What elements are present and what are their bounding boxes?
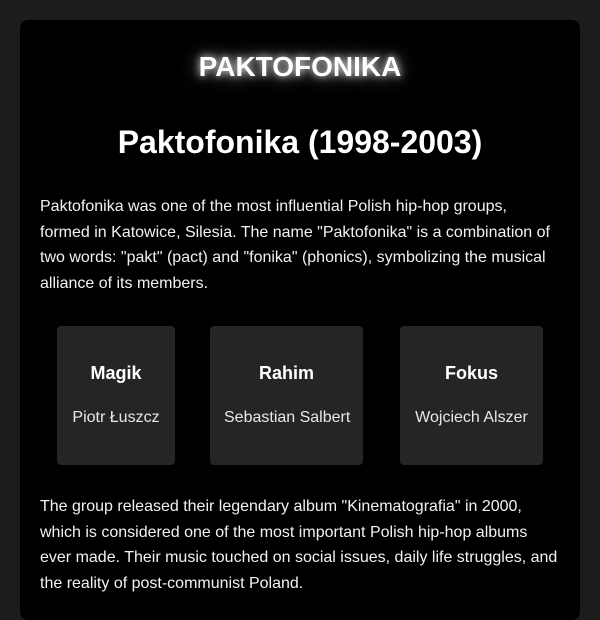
member-card-magik bbox=[57, 326, 175, 465]
page-title: Paktofonika (1998-2003) bbox=[117, 124, 483, 160]
member-real-name: Wojciech Alszer bbox=[415, 409, 528, 426]
member-alias: Fokus bbox=[444, 363, 498, 383]
outro-paragraph: The group released their legendary album "Kinematografia" in 2000, which is considered one of the most important Polish hip-hop albums ever made. Their music touched on social issues, daily life struggles, and the reality of post-communist Poland. bbox=[40, 498, 558, 592]
member-alias: Magik bbox=[90, 363, 142, 383]
member-card-rahim bbox=[210, 326, 363, 465]
member-real-name: Sebastian Salbert bbox=[224, 409, 351, 426]
member-real-name: Piotr Łuszcz bbox=[72, 409, 160, 426]
member-card-fokus bbox=[400, 326, 543, 465]
content-card bbox=[20, 20, 580, 620]
intro-paragraph: Paktofonika was one of the most influential Polish hip-hop groups, formed in Katowice, Silesia. The name "Paktofonika" is a combination of two words: "pakt" (pact) and "fonika" (phonics), symbolizing the musical alliance of its members. bbox=[40, 198, 550, 292]
members-list bbox=[40, 326, 560, 466]
member-alias: Rahim bbox=[258, 363, 314, 383]
site-logo[interactable]: PAKTOFONIKA bbox=[198, 51, 402, 82]
